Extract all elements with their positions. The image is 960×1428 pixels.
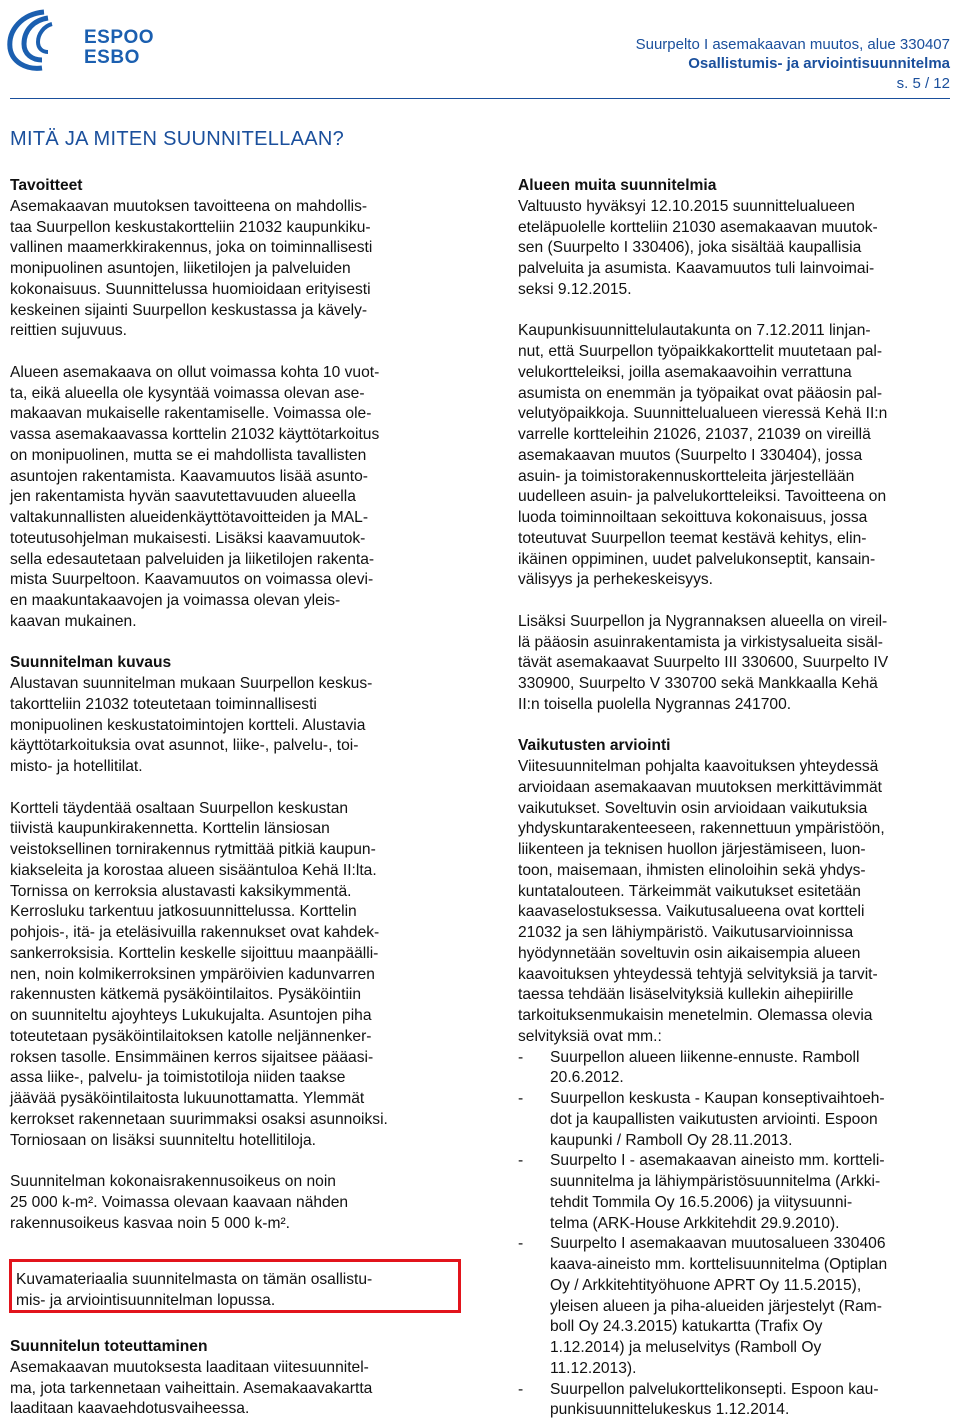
text-line: kaavaselostuksessa. Vaikutusalueena ovat kortteli (518, 903, 865, 921)
text-line: toon, maisemaan, ihmisten elinoloihin sekä yhdys- (518, 861, 866, 879)
text-line: kiakseleita ja korostaa alueen sisääntuloa Kehä II:lta. (10, 861, 377, 879)
text-line: Kortteli täydentää osaltaan Suurpellon keskustan (10, 799, 349, 817)
document-subtitle: Osallistumis- ja arviointisuunnitelma (688, 55, 950, 72)
text-line: monipuolinen keskustatoimintojen kortteli. Alustavia (10, 716, 366, 734)
heading-muita: Alueen muita suunnitelmia (518, 177, 717, 194)
paragraph-vaikutus (518, 757, 950, 1048)
text-line: sen (Suurpelto I 330406), joka sisältää kaupallisia (518, 239, 862, 257)
text-line: velutyöpaikkoja. Suunnittelualueen vieressä Kehä II:n (518, 405, 888, 423)
text-line: veistoksellinen tornirakennus rytmittää pitkiä kaupun- (10, 841, 376, 858)
page-number: s. 5 / 12 (896, 75, 950, 92)
text-line: jen rakentamista hyvän saavutettavuuden alueella (10, 488, 356, 506)
text-line: Suunnitelman kokonaisrakennusoikeus on noin (10, 1173, 336, 1190)
right-column (518, 176, 950, 1421)
text-line: Alustavan suunnitelman mukaan Suurpellon keskus- (10, 675, 373, 692)
text-line: 25 000 k-m². Voimassa olevaan kaavaan nähden (10, 1193, 349, 1211)
text-line: taessa tehdään lisäselvityksiä kullekin aihepiirille (518, 986, 854, 1004)
list-item-line: Suurpelto I - asemakaavan aineisto mm. kortteli- (550, 1152, 885, 1170)
text-line: luoda toiminnoiltaan sekoittuva kokonaisuus, jossa (518, 509, 868, 526)
text-line: 21032 ja sen lähiympäristö. Vaikutusarvioinnissa (518, 924, 854, 941)
list-dash: - (518, 1235, 524, 1253)
text-line: ma, jota tarkennetaan vaiheittain. Asemakaavakartta (10, 1379, 373, 1397)
text-line: assa liike-, palvelu- ja toimistotiloja niiden taakse (10, 1069, 346, 1087)
document-title: Suurpelto I asemakaavan muutos, alue 330407 (635, 36, 950, 53)
text-line: kuntatalouteen. Tärkeimmät vaikutukset esitetään (518, 882, 861, 900)
toteuttaminen-block (10, 1337, 450, 1420)
list-item-line: suunnitelma ja lähiympäristösuunnitelma (Arkki- (550, 1173, 881, 1190)
text-line: Torniosaan on lisäksi suunniteltu hotellitiloja. (10, 1131, 316, 1149)
text-line: uudelleen asuin- ja palvelukortteleiksi. Tavoitteena on (518, 488, 887, 506)
list-dash: - (518, 1380, 524, 1398)
text-line: laaditaan kaavaehdotusvaiheessa. (10, 1400, 250, 1418)
text-line: ta, eikä alueella ole kysyntää voimassa olevan ase- (10, 384, 365, 402)
text-line: vaikutukset. Soveltuvin osin arvioidaan vaikutuksia (518, 799, 868, 817)
text-line: nut, että Suurpellon työpaikkakorttelit muutetaan pal- (518, 343, 883, 360)
text-line: eteläpuolelle kortteliin 21030 asemakaavan muutok- (518, 218, 878, 236)
text-line: asuin- ja toimistorakennuskortteleita järjestellään (518, 467, 855, 485)
text-line: valtakunnallisten alueidenkäyttötavoitteiden ja MAL- (10, 509, 369, 526)
text-line: sankerroksisia. Korttelin keskelle sijoittuu maanpäälli- (10, 944, 379, 962)
text-line: monipuolinen asuntojen, liiketilojen ja palveluiden (10, 260, 351, 277)
text-line: on suunniteltu ajoyhteys Lukukujalta. Asuntojen piha (10, 1007, 372, 1024)
text-line: nen, noin kolmikerroksinen ympäröivien kadunvarren (10, 965, 375, 983)
text-line: selvityksiä ovat mm.: (518, 1027, 662, 1045)
list-item-line: Suurpellon palvelukorttelikonsepti. Espoon kau- (550, 1380, 879, 1398)
paragraph-kokonais (10, 1172, 450, 1234)
list-item-line: Suurpellon alueen liikenne-ennuste. Ramboll (550, 1048, 860, 1066)
list-item (518, 1151, 950, 1234)
section-title: MITÄ JA MITEN SUUNNITELLAAN? (10, 128, 345, 150)
text-line: yhdyskuntarakenteeseen, rakennettuun ympäristöön, (518, 820, 885, 838)
logo-text-espoo: ESPOO (84, 27, 155, 48)
text-line: arvioidaan asemakaavan muutoksen merkittävimmät (518, 778, 883, 796)
text-line: takortteliin 21032 toteutetaan toiminnallisesti (10, 695, 317, 713)
header-divider (10, 98, 950, 99)
text-line: 330900, Suurpelto V 330700 sekä Mankkaalla Kehä (518, 675, 878, 692)
list-item-line: telma (ARK-House Arkkitehdit 29.9.2010). (550, 1214, 840, 1232)
left-column (10, 176, 450, 1255)
text-line: Kaupunkisuunnittelulautakunta on 7.12.2011 linjan- (518, 322, 871, 340)
text-line: Alueen asemakaava on ollut voimassa kohta 10 vuot- (10, 363, 380, 381)
text-line: Valtuusto hyväksyi 12.10.2015 suunnittelualueen (518, 197, 855, 215)
text-line: Asemakaavan muutoksesta laaditaan viitesuunnitel- (10, 1358, 369, 1376)
list-item-line: 20.6.2012. (550, 1069, 624, 1087)
list-item-line: tehdit Tommila Oy 16.5.2006) ja viitysuunni- (550, 1193, 853, 1211)
text-line: palveluita ja asumista. Kaavamuutos tuli lainvoimai- (518, 260, 875, 277)
text-line: käyttötarkoituksia ovat asunnot, liike-, palvelu-, toi- (10, 737, 359, 755)
text-line: makaavan mukaiselle rakentamiselle. Voimassa ole- (10, 405, 372, 423)
text-line: en maakuntakaavojen ja voimassa olevan yleis- (10, 592, 341, 609)
text-line: asuntojen rakentamista. Kaavamuutos lisää asunto- (10, 467, 368, 485)
list-item-line: Oy / Arkkitehtityöhuone APRT Oy 11.5.2015), (550, 1276, 862, 1294)
text-line: ikäinen oppiminen, uudet palvelukonseptit, kansain- (518, 550, 876, 568)
selvitykset-list (518, 1048, 950, 1422)
text-line: on monipuolinen, mutta se ei mahdollista tavallisten (10, 446, 367, 464)
text-line: toteutetaan pysäköintilaitoksen katolle neljännenker- (10, 1027, 372, 1045)
paragraph-lisaksi (518, 612, 950, 716)
logo-text-esbo: ESBO (84, 47, 140, 68)
text-line: tävät asemakaavat Suurpelto III 330600, Suurpelto IV (518, 654, 889, 672)
text-line: kokonaisuus. Suunnittelussa huomioidaan erityisesti (10, 280, 371, 298)
text-line: velukortteleiksi, joilla asemakaavoihin verrattuna (518, 363, 852, 381)
text-line: kaavoituksen yhteydessä tehtyjä selvityksiä ja tarvit- (518, 965, 878, 983)
text-line: varrelle kortteleihin 21026, 21037, 21039 on vireillä (518, 426, 871, 443)
list-item (518, 1234, 950, 1379)
text-line: Tornissa on kerroksia alustavasti kaksikymmentä. (10, 882, 352, 900)
list-item-line: Suurpellon keskusta - Kaupan konseptivaihtoeh- (550, 1090, 885, 1107)
list-item (518, 1048, 950, 1090)
list-item (518, 1089, 950, 1151)
heading-toteuttaminen: Suunnitelun toteuttaminen (10, 1338, 208, 1355)
heading-kuvaus: Suunnitelman kuvaus (10, 654, 172, 672)
text-line: välisyys ja perhekeskeisyys. (518, 571, 713, 589)
heading-tavoitteet: Tavoitteet (10, 177, 83, 194)
text-line: Lisäksi Suurpellon ja Nygrannaksen alueella on vireil- (518, 612, 888, 630)
text-line: roksen tasolle. Ensimmäinen kerros sijaitsee pääasi- (10, 1048, 374, 1066)
highlighted-note (9, 1259, 461, 1313)
text-line: reittien sujuvuus. (10, 322, 128, 340)
text-line: keskeinen sijainti Suurpellon keskustassa ja kävely- (10, 301, 368, 319)
text-line: vassa asemakaavassa korttelin 21032 käyttötarkoitus (10, 426, 380, 443)
paragraph-kuvaus (10, 674, 450, 778)
list-item-line: kaupunki / Ramboll Oy 28.11.2013. (550, 1131, 793, 1149)
text-line: toteutusohjelman mukaisesti. Lisäksi kaavamuutok- (10, 529, 366, 547)
text-line: Viitesuunnitelman pohjalta kaavoituksen yhteydessä (518, 758, 879, 775)
text-line: pohjois-, itä- ja eteläsivuilla rakennukset ovat kahdek- (10, 924, 380, 941)
text-line: asemakaavan muutos (Suurpelto I 330404), jossa (518, 446, 863, 464)
list-item-line: punkisuunnittelukeskus 1.12.2014. (550, 1401, 790, 1419)
text-line: II:n toisella puolella Nygrannas 241700. (518, 695, 792, 713)
text-line: rakennusoikeus kasvaa noin 5 000 k-m². (10, 1214, 290, 1232)
espoo-swirl-icon (4, 6, 82, 74)
text-line: asumista on enemmän ja työpaikat ovat pääosin pal- (518, 384, 883, 402)
text-line: sella edesautetaan palveluiden ja liiketilojen rakenta- (10, 550, 375, 568)
text-line: mis- ja arviointisuunnitelman lopussa. (16, 1291, 276, 1309)
paragraph-lautakunta (518, 321, 950, 591)
list-item-line: 11.12.2013). (550, 1359, 637, 1377)
list-dash: - (518, 1090, 524, 1107)
text-line: tarkoituksenmukaisin menetelmin. Olemassa olevia (518, 1007, 873, 1024)
paragraph-voimassa (10, 363, 450, 633)
espoo-logo (4, 6, 154, 74)
list-item-line: boll Oy 24.3.2015) katukartta (Trafix Oy (550, 1318, 823, 1336)
list-item-line: dot ja kaupallisten vaikutusten arviointi. Espoon (550, 1110, 878, 1128)
list-item (518, 1380, 950, 1422)
list-dash: - (518, 1048, 524, 1066)
paragraph-toteuttaminen (10, 1358, 450, 1420)
paragraph-kortteli (10, 799, 450, 1152)
text-line: Asemakaavan muutoksen tavoitteena on mahdollis- (10, 197, 368, 215)
text-line: hyödynnetään soveltuvin osin aikaisempia alueen (518, 944, 861, 962)
text-line: misto- ja hotellitilat. (10, 758, 143, 775)
heading-vaikutus: Vaikutusten arviointi (518, 737, 671, 755)
list-item-line: Suurpelto I asemakaavan muutosalueen 330406 (550, 1235, 886, 1253)
text-line: mista Suurpeltoon. Kaavamuutos on voimassa olevi- (10, 571, 374, 589)
text-line: seksi 9.12.2015. (518, 280, 632, 298)
text-line: kerrokset rakennetaan suurimmaksi osaksi asunnoiksi. (10, 1110, 388, 1128)
list-dash: - (518, 1152, 524, 1170)
paragraph-muita (518, 197, 950, 301)
text-line: taa Suurpellon keskustakortteliin 21032 kaupunkiku- (10, 218, 371, 236)
text-line: liikenteen ja teknisen huollon järjestämiseen, luon- (518, 841, 866, 858)
list-item-line: 1.12.2014) ja meluselvitys (Ramboll Oy (550, 1339, 822, 1356)
list-item-line: kaava-aineisto mm. korttelisuunnitelma (Optiplan (550, 1256, 888, 1273)
text-line: rakennusten kätkemä pysäköintilaitos. Pysäköintiin (10, 986, 362, 1004)
text-line: toteutuvat Suurpellon teemat kestävä kehitys, elin- (518, 529, 867, 547)
text-line: tiivistä kaupunkirakennetta. Korttelin länsiosan (10, 820, 330, 838)
text-line: kaavan mukainen. (10, 612, 137, 630)
text-line: Kuvamateriaalia suunnitelmasta on tämän osallistu- (16, 1271, 373, 1288)
text-line: Kerrosluku tarkentuu jatkosuunnittelussa. Korttelin (10, 903, 357, 921)
paragraph-tavoitteet (10, 197, 450, 342)
text-line: lä pääosin asuinrakentamista ja virkistysalueita sisäl- (518, 633, 883, 651)
text-line: vallinen maamerkkirakennus, joka on toiminnallisesti (10, 239, 373, 257)
list-item-line: yleisen alueen ja piha-alueiden järjestelyt (Ram- (550, 1297, 882, 1315)
text-line: jäävää pysäköintilaitosta lukuunottamatta. Ylemmät (10, 1090, 365, 1107)
